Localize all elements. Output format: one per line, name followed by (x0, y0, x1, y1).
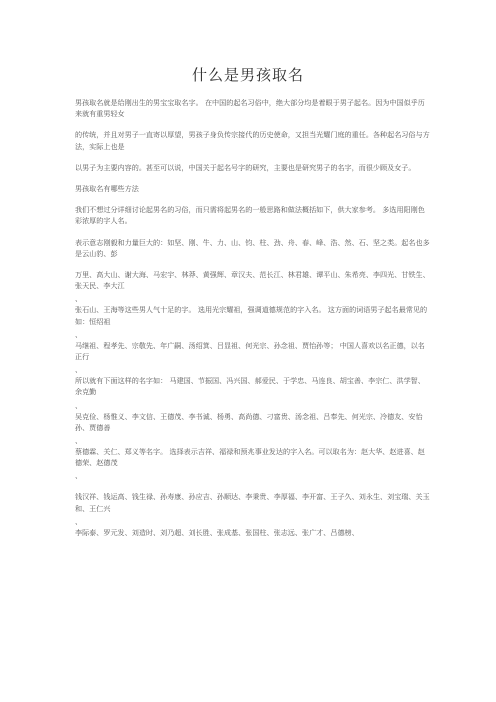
paragraph: 蔡德霖、关仁、郑义等名字。 选择表示吉祥、福禄和预兆事业发达的字入名。可以取名为：赵大华、赵进喜、赵德荣、赵德茂 (75, 447, 425, 468)
separator-mark: 、 (75, 329, 83, 339)
paragraph: 所以就有下面这样的名字如： 马建国、节振国、冯兴国、郝爱民、于学忠、马连良、胡宝善、李宗仁、洪学智、余克勤 (75, 376, 425, 397)
section-heading: 男孩取名有哪些方法 (75, 184, 139, 194)
paragraph: 男孩取名就是给刚出生的男宝宝取名字。 在中国的起名习俗中，绝大部分均是着眼于男子起名。因为中国似乎历来就有重男轻女 (75, 98, 425, 119)
page-title: 什么是男孩取名 (191, 66, 304, 84)
separator-mark: 、 (75, 436, 83, 446)
separator-mark: 、 (75, 471, 83, 481)
paragraph: 的传统，并且对男子一直寄以厚望，男孩子身负传宗接代的历史使命，又担当光耀门庭的重任。各种起名习俗与方法，实际上也是 (75, 130, 430, 151)
document-body (75, 97, 431, 548)
paragraph: 李际泰、罗元发、刘造时、刘乃超、刘长胜、张成基、张国柱、张志远、张广才、吕德榜、 (75, 527, 359, 537)
paragraph: 张石山、王海等这些男人气十足的字。 选用光宗耀祖，强调道德规范的字入名。 这方面的词语男子起名最常见的如：恒绍祖 (75, 305, 428, 326)
separator-mark: 、 (75, 294, 83, 304)
separator-mark: 、 (75, 365, 83, 375)
paragraph: 马继祖、程孝先、宗敬先、年广嗣、汤绍箕、吕显祖、何光宗、孙念祖、贾怡孙等； 中国人喜欢以名正德，以名正行 (75, 340, 425, 362)
separator-mark: 、 (75, 516, 83, 526)
paragraph: 以男子为主要内容的。甚至可以说，中国关于起名号字的研究，主要也是研究男子的名字，而很少顾及女子。 (75, 162, 416, 172)
paragraph: 万里、高大山、谢大海、马宏宇、林莽、黄强辉、章汉夫、范长江、林君雄、谭平山、朱希亮、李四光、甘铁生、张天民、李大江 (75, 270, 430, 291)
paragraph: 吴克俭、杨惟义、李文信、王德茂、李书诚、杨勇、高尚德、刁富贵、汤念祖、吕奉先、何光宗、冷德友、安怡孙、贾德善 (75, 411, 423, 432)
paragraph: 我们不想过分详细讨论起男名的习俗，而只需将起男名的一般思路和做法概括如下，供大家参考。 多选用阳刚色彩浓厚的字人名。 (75, 205, 425, 226)
separator-mark: 、 (75, 400, 83, 410)
paragraph: 表示意志刚毅和力量巨大的：如坚、刚、牛、力、山、钧、柱、劲、舟、春、峰、浩、然、石、坚之类。起名也多是云山豹、彭 (75, 237, 430, 258)
paragraph: 钱汉祥、钱运高、钱生禄、孙寿康、孙应吉、孙顺达、李秉贵、李厚福、李开富、王子久、刘永生、刘宝瑞、关玉和、王仁兴 (75, 492, 430, 513)
